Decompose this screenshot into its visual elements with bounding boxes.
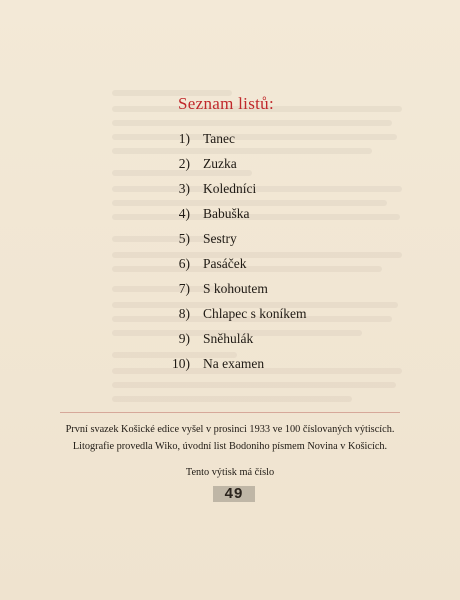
item-name: Koledníci — [203, 181, 257, 196]
item-name: Tanec — [203, 131, 236, 146]
list-item — [0, 229, 460, 249]
item-number: 8) — [178, 306, 190, 321]
colophon-line-2: Litografie provedla Wiko, úvodní list Bodoniho písmem Novina v Košicích. — [72, 441, 388, 452]
item-number: 3) — [178, 181, 190, 196]
copy-label: Tento výtisk má číslo — [185, 467, 275, 478]
item-number: 7) — [178, 281, 190, 296]
list-item — [0, 179, 460, 199]
list-item — [0, 254, 460, 274]
item-number: 10) — [172, 356, 190, 371]
divider-rule — [60, 412, 400, 413]
list-item — [0, 279, 460, 299]
item-number: 5) — [178, 231, 190, 246]
item-name: Babuška — [203, 206, 250, 221]
item-name: Pasáček — [203, 256, 247, 271]
colophon-line-1: První svazek Košické edice vyšel v prosinci 1933 ve 100 číslovaných výtiscích. — [65, 424, 395, 435]
item-name: Zuzka — [203, 156, 237, 171]
item-number: 6) — [178, 256, 190, 271]
item-name: Na examen — [203, 356, 265, 371]
list-item — [0, 354, 460, 374]
list-item — [0, 129, 460, 149]
item-name: S kohoutem — [203, 281, 268, 296]
item-number: 1) — [178, 131, 190, 146]
item-name: Chlapec s koníkem — [203, 306, 307, 321]
list-item — [0, 204, 460, 224]
list-item — [0, 329, 460, 349]
list-item — [0, 154, 460, 174]
copy-number-stamp: 49 — [213, 486, 255, 502]
item-number: 9) — [178, 331, 190, 346]
list-item — [0, 304, 460, 324]
item-number: 2) — [178, 156, 190, 171]
item-number: 4) — [178, 206, 190, 221]
item-name: Sestry — [203, 231, 237, 246]
item-name: Sněhulák — [203, 331, 254, 346]
list-title: Seznam listů: — [178, 94, 274, 113]
